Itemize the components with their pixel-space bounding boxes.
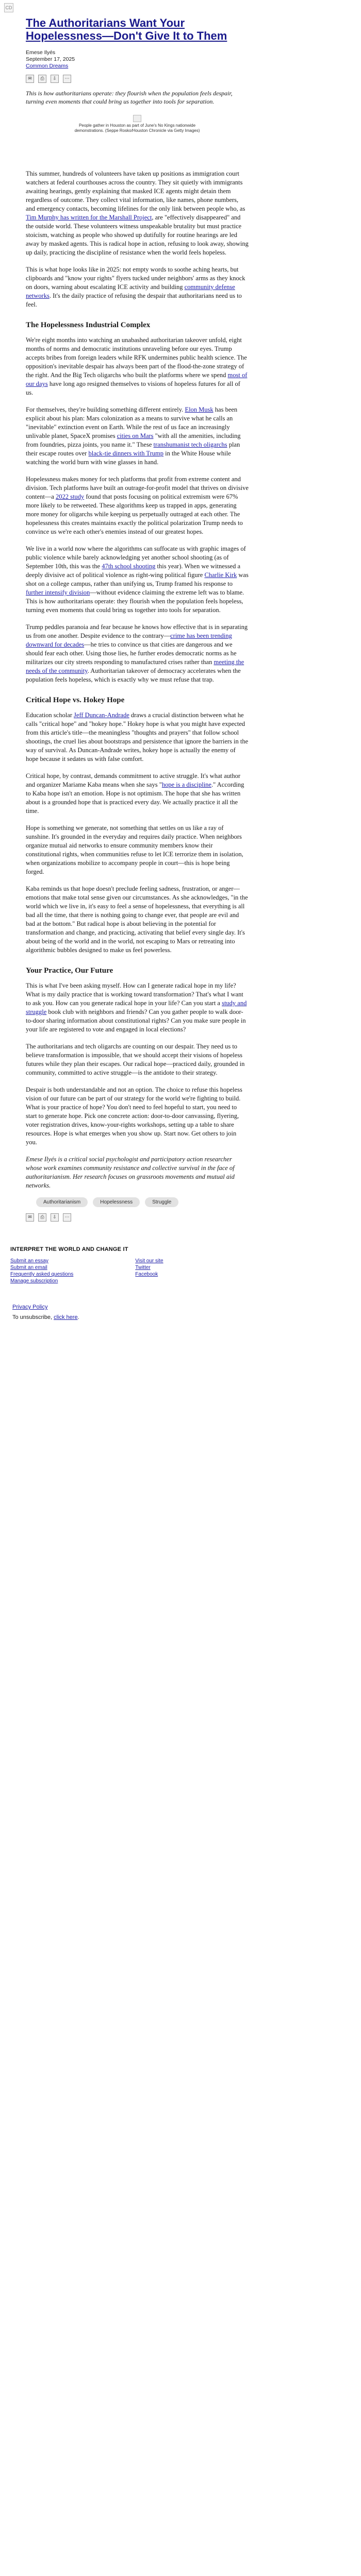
inline-link[interactable]: community defense networks <box>26 283 235 299</box>
site-logo[interactable]: CD <box>4 3 13 12</box>
faq-link[interactable]: Frequently asked questions <box>10 1272 74 1277</box>
paragraph: Trump peddles paranoia and fear because he knows how effective that is in separating us from one another. Despite evidence to the contrary—crime has been trending downward for decades—he tries to convince us that cities are dangerous and we should fear each other. Using those lies, he further erodes democratic norms as he militarizes our city streets responding to manufactured crises rather than meeting the needs of the community. Authoritarian takeover of democracy accelerates when the population feels hopeless, which is exactly why we must refuse that trap. <box>26 623 248 683</box>
paragraph: The authoritarians and tech oligarchs are counting on our despair. They need us to believe transformation is impossible, that we should accept their visions of hopeless futures while they plan their escapes. Our radical hope—practiced daily, grounded in community, committed to active struggle—is the antidote to their strategy. <box>26 1043 245 1076</box>
footer-columns <box>10 1258 361 1284</box>
more-icon[interactable]: ⋯ <box>63 75 71 83</box>
publish-date: September 17, 2025 <box>26 56 75 62</box>
unsubscribe-line: To unsubscribe, click here. <box>12 1314 79 1320</box>
inline-link[interactable]: study and struggle <box>26 999 247 1015</box>
paragraph: We're eight months into watching an unabashed authoritarian takeover unfold, eight months of norms and democratic institutions unraveling before our eyes. Trump accepts bribes from foreign leaders while RFK undermines public health science. The opposition's inevitable despair has always been part of the flood-the-zone strategy of the right. And the Big Tech oligarchs who built the platforms where we spend most of our days have long ago resigned themselves to visions of hopeless futures for all of us. <box>26 336 248 396</box>
inline-link[interactable]: black-tie dinners with Trump <box>88 450 163 457</box>
footer-col-left <box>10 1258 73 1284</box>
bottom-links <box>10 1302 361 1323</box>
paragraph: Critical hope, by contrast, demands commitment to active struggle. It's what author and organizer Mariame Kaba means when she says "hope is a discipline." According to Kaba hope isn't an emotion. Hope is not optimism. The hope that she has written about is a grounded hope that is practiced every day. We actually practice it all the time. <box>26 772 244 815</box>
article-title-link[interactable]: The Authoritarians Want Your Hopelessness—Don't Give It to Them <box>26 16 227 42</box>
save-icon[interactable]: ⇩ <box>51 1213 59 1222</box>
inline-link[interactable]: meeting the needs of the community <box>26 658 244 674</box>
inline-link[interactable]: 2022 study <box>55 493 85 500</box>
paragraph: This summer, hundreds of volunteers have taken up positions as immigration court watchers at federal courthouses across the country. They sit quietly with immigrants awaiting hearings, gently explaining that masked ICE agents might detain them regardless of outcome. They collect vital information, like names, phone numbers, and emergency contacts, becoming lifelines for the only link between people who, as Tim Murphy has written for the Marshall Project, are "effectively disappeared" and the outside world. These volunteers witness unspeakable brutality but must practice stoicism, watching as people who showed up dutifully for routine hearings are led away by masked agents. This is radical hope in action, refusing to look away, showing up daily, practicing the discipline of resistance when the world feels hopeless. <box>26 170 249 256</box>
tag-list <box>36 1197 191 1207</box>
visit-site-link[interactable]: Visit our site <box>135 1258 163 1264</box>
paragraph: For themselves, they're building something different entirely. Elon Musk has been explicit about his plan: Mars colonization as a means to survive what he calls an "inevitable" extinction event on Earth. While the rest of us face an increasingly unlivable planet, SpaceX promises cities on Mars "with all the amenities, including from foundries, pizza joints, you name it." These transhumanist tech oligarchs plan their escape routes over black-tie dinners with Trump in the White House while watching the world burn with wine glasses in hand. <box>26 406 241 466</box>
figure-caption: People gather in Houston as part of June's No Kings nationwide demonstrations. (Seppe Rosko/Houston Chronicle via Getty Images) <box>74 123 200 133</box>
source-link[interactable]: Common Dreams <box>26 63 69 69</box>
paragraph: Education scholar Jeff Duncan-Andrade draws a crucial distinction between what he calls "critical hope" and "hokey hope." Hokey hope is what you might have expected from this article's title—the meaningless "thoughts and prayers" that follow school shootings, the cruel lies about bootstraps and persistence that ignore the barriers in the way of survival. As Duncan-Andrade writes, hokey hope is actually the enemy of hope because it sedates us with false comfort. <box>26 711 249 762</box>
footer-title: INTERPRET THE WORLD AND CHANGE IT <box>10 1246 128 1252</box>
inline-link[interactable]: crime has been trending downward for decades <box>26 632 232 648</box>
email-icon[interactable]: ✉ <box>26 75 34 83</box>
print-icon[interactable]: ⎙ <box>38 1213 46 1222</box>
facebook-link[interactable]: Facebook <box>135 1272 158 1277</box>
inline-link[interactable]: Charlie Kirk <box>204 571 237 579</box>
article-dek: This is how authoritarians operate: they flourish when the population feels despair, turning even moments that could bring us together into tools for separation. <box>26 90 233 105</box>
inline-link[interactable]: most of our days <box>26 371 248 387</box>
footer-col-right <box>135 1258 163 1284</box>
paragraph: This is what hope looks like in 2025: not empty words to soothe aching hearts, but clipboards and "know your rights" flyers tucked under neighbors' arms as they knock on doors, warning about escalating ICE activity and building community defense networks. It's the daily practice of refusing the despair that authoritarians need us to feel. <box>26 266 245 308</box>
article-figure <box>73 115 202 133</box>
author-bio: Emese Ilyés is a critical social psychologist and participatory action researcher whose work examines community resistance and collective survival in the face of authoritarianism. Her research focuses on grassroots movements and mutual aid networks. <box>26 1156 235 1189</box>
manage-subscription-link[interactable]: Manage subscription <box>10 1278 58 1284</box>
tag-hopelessness[interactable]: Hopelessness <box>93 1197 140 1207</box>
submit-email-link[interactable]: Submit an email <box>10 1265 47 1270</box>
paragraph: This is what I've been asking myself. How can I generate radical hope in my life? What is my daily practice that is working toward transformation? That's what I want to ask you. How can you generate radical hope in your life? Can you start a study and struggle book club with neighbors and friends? Can you gather people to walk door-to-door sharing information about constitutional rights? Can you make sure people in your life are registered to vote and engaged in local elections? <box>26 982 247 1033</box>
article <box>26 4 249 1222</box>
image-placeholder-icon <box>133 115 141 122</box>
save-icon[interactable]: ⇩ <box>51 75 59 83</box>
more-icon[interactable]: ⋯ <box>63 1213 71 1222</box>
print-icon[interactable]: ⎙ <box>38 75 46 83</box>
inline-link[interactable]: hope is a discipline <box>161 781 211 788</box>
inline-link[interactable]: Jeff Duncan-Andrade <box>74 711 129 719</box>
email-icon[interactable]: ✉ <box>26 1213 34 1222</box>
tag-struggle[interactable]: Struggle <box>145 1197 178 1207</box>
paragraph: Despair is both understandable and not an option. The choice to refuse this hopeless vision of our future can be part of our strategy for the world we're fighting to build. What is your practice of hope? You don't need to feel hopeful to start, you need to start to generate hope. Pick one concrete action: door-to-door canvassing, flyering, voter registration drives, know-your-rights workshops, setting up a table to share resources. Hope is what emerges when you show up. Start now. Get others to join you. <box>26 1086 242 1146</box>
paragraph: Kaba reminds us that hope doesn't preclude feeling sadness, frustration, or anger—emotions that make total sense given our circumstances. As she acknowledges, "in the world which we live in, it's easy to feel a sense of hopelessness, that everything is all bad all the time, that there is nothing going to change ever, that people are evil and bad at the bottom." But radical hope is about believing in the potential for transformation and change, and practicing, activating that belief every single day. It's about being of the world and in the world, not escaping to Mars or retreating into algorithmic bubbles designed to make us feel powerless. <box>26 885 248 954</box>
article-title[interactable] <box>26 16 249 42</box>
privacy-policy-link[interactable]: Privacy Policy <box>12 1304 48 1310</box>
section-heading: The Hopelessness Industrial Complex <box>26 321 151 329</box>
paragraph: We live in a world now where the algorithms can suffocate us with graphic images of public violence while barely acknowledging yet another school shooting (as of September 10th, this was the 47th school shooting this year). When we witnessed a deeply divisive act of political violence as right-wing political figure Charlie Kirk was shot on a college campus, rather than unifying us, Trump framed his response to further intensify division—without evidence claiming the extreme left was to blame. This is how authoritarians operate: they flourish when the population feels hopeless, turning even moments that could bring us together into tools for separation. <box>26 545 249 614</box>
author-name: Emese Ilyés <box>26 49 56 56</box>
inline-link[interactable]: cities on Mars <box>117 432 154 439</box>
paragraph: Hope is something we generate, not something that settles on us like a ray of sunshine. It's grounded in the everyday and requires daily practice. When neighbors organize mutual aid networks to ensure community members know their constitutional rights, when communities refuse to let ICE terrorize them in isolation, when organizations mobilize to accompany people in court—this is hope being forged. <box>26 824 243 875</box>
inline-link[interactable]: transhumanist tech oligarchs <box>153 441 227 448</box>
inline-link[interactable]: further intensify division <box>26 589 90 596</box>
section-heading: Critical Hope vs. Hokey Hope <box>26 696 125 704</box>
inline-link[interactable]: Tim Murphy has written for the Marshall Project <box>26 214 152 221</box>
unsubscribe-link[interactable]: click here <box>54 1314 78 1320</box>
inline-link[interactable]: 47th school shooting <box>102 563 156 570</box>
paragraph: Hopelessness makes money for tech platforms that profit from extreme content and division. Tech platforms have built an outrage-for-profit model that thrives on divisive content—a 2022 study found that posts focusing on political extremism were 67% more likely to be retweeted. These algorithms keep us trapped in apps, generating more money for oligarchs while keeping us perpetually outraged at each other. The hopelessness this creates maintains exactly the political polarization Trump needs to convince us we're each other's enemies instead of our greatest hopes. <box>26 476 249 535</box>
submit-essay-link[interactable]: Submit an essay <box>10 1258 48 1264</box>
share-bar-bottom <box>26 1213 249 1222</box>
section-heading: Your Practice, Our Future <box>26 967 113 975</box>
share-bar-top <box>26 75 249 83</box>
twitter-link[interactable]: Twitter <box>135 1265 151 1270</box>
tag-authoritarianism[interactable]: Authoritarianism <box>36 1197 88 1207</box>
article-meta <box>26 49 249 70</box>
header-bar <box>0 0 361 10</box>
footer <box>0 1246 361 1323</box>
inline-link[interactable]: Elon Musk <box>185 406 214 413</box>
